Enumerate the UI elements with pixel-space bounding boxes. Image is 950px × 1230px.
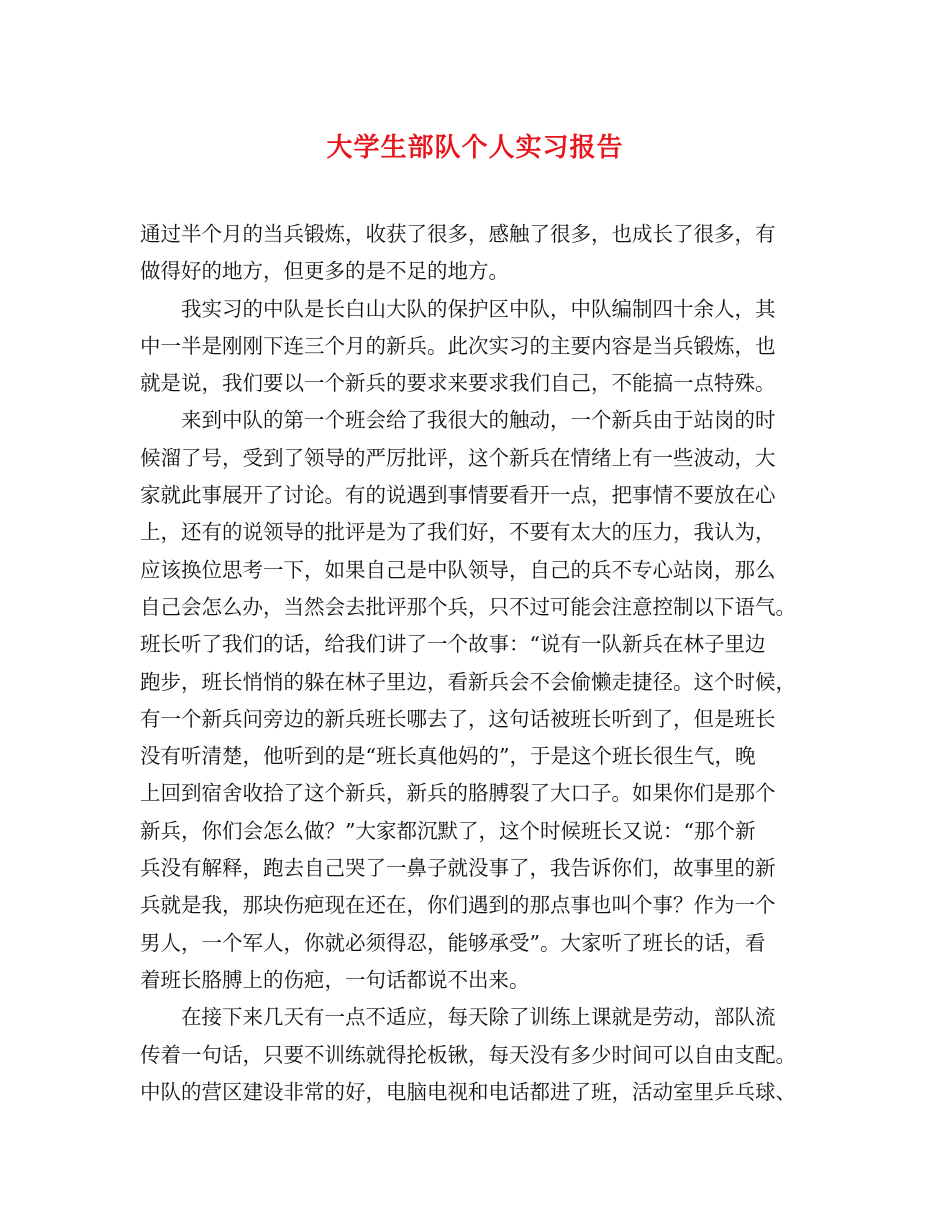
text-line: 通过半个月的当兵锻炼，收获了很多，感触了很多，也成长了很多，有 bbox=[140, 222, 776, 246]
text-line: 着班长胳膊上的伤疤，一句话都说不出来。 bbox=[140, 967, 530, 992]
text-line: 上，还有的说领导的批评是为了我们好，不要有太大的压力，我认为， bbox=[140, 520, 776, 545]
text-line: 来到中队的第一个班会给了我很大的触动，一个新兵由于站岗的时 bbox=[181, 408, 776, 433]
text-line: 没有听清楚，他听到的是“班长真他妈的”，于是这个班长很生气，晚 bbox=[140, 744, 756, 769]
text-line: 做得好的地方，但更多的是不足的地方。 bbox=[140, 259, 509, 284]
text-line: 男人，一个军人，你就必须得忍，能够承受”。大家听了班长的话，看 bbox=[140, 930, 766, 955]
text-line: 兵没有解释，跑去自己哭了一鼻子就没事了，我告诉你们，故事里的新 bbox=[140, 856, 776, 881]
text-line: 跑步，班长悄悄的躲在林子里边，看新兵会不会偷懒走捷径。这个时候， bbox=[140, 669, 796, 694]
text-line: 家就此事展开了讨论。有的说遇到事情要看开一点，把事情不要放在心 bbox=[140, 483, 776, 508]
text-line: 在接下来几天有一点不适应，每天除了训练上课就是劳动，部队流 bbox=[181, 1005, 776, 1030]
text-line: 新兵，你们会怎么做？”大家都沉默了，这个时候班长又说：“那个新 bbox=[140, 818, 756, 843]
text-line: 上回到宿舍收拾了这个新兵，新兵的胳膊裂了大口子。如果你们是那个 bbox=[140, 781, 776, 806]
text-line: 有一个新兵问旁边的新兵班长哪去了，这句话被班长听到了，但是班长 bbox=[140, 706, 776, 731]
text-line: 我实习的中队是长白山大队的保护区中队，中队编制四十余人，其 bbox=[181, 296, 776, 321]
text-line: 候溜了号，受到了领导的严厉批评，这个新兵在情绪上有一些波动，大 bbox=[140, 445, 776, 470]
text-line: 就是说，我们要以一个新兵的要求来要求我们自己，不能搞一点特殊。 bbox=[140, 371, 776, 396]
text-line: 自己会怎么办，当然会去批评那个兵，只不过可能会注意控制以下语气。 bbox=[140, 594, 796, 619]
text-line: 班长听了我们的话，给我们讲了一个故事：“说有一队新兵在林子里边 bbox=[140, 632, 766, 657]
document-title: 大学生部队个人实习报告 bbox=[326, 133, 624, 163]
text-line: 兵就是我，那块伤疤现在还在，你们遇到的那点事也叫个事？作为一个 bbox=[140, 893, 776, 918]
text-line: 中队的营区建设非常的好，电脑电视和电话都进了班，活动室里乒乓球、 bbox=[140, 1079, 796, 1104]
text-line: 传着一句话，只要不训练就得抡板锹，每天没有多少时间可以自由支配。 bbox=[140, 1042, 796, 1067]
text-line: 中一半是刚刚下连三个月的新兵。此次实习的主要内容是当兵锻炼，也 bbox=[140, 333, 776, 358]
document-body bbox=[140, 216, 820, 1111]
text-line: 应该换位思考一下，如果自己是中队领导，自己的兵不专心站岗，那么 bbox=[140, 557, 776, 582]
